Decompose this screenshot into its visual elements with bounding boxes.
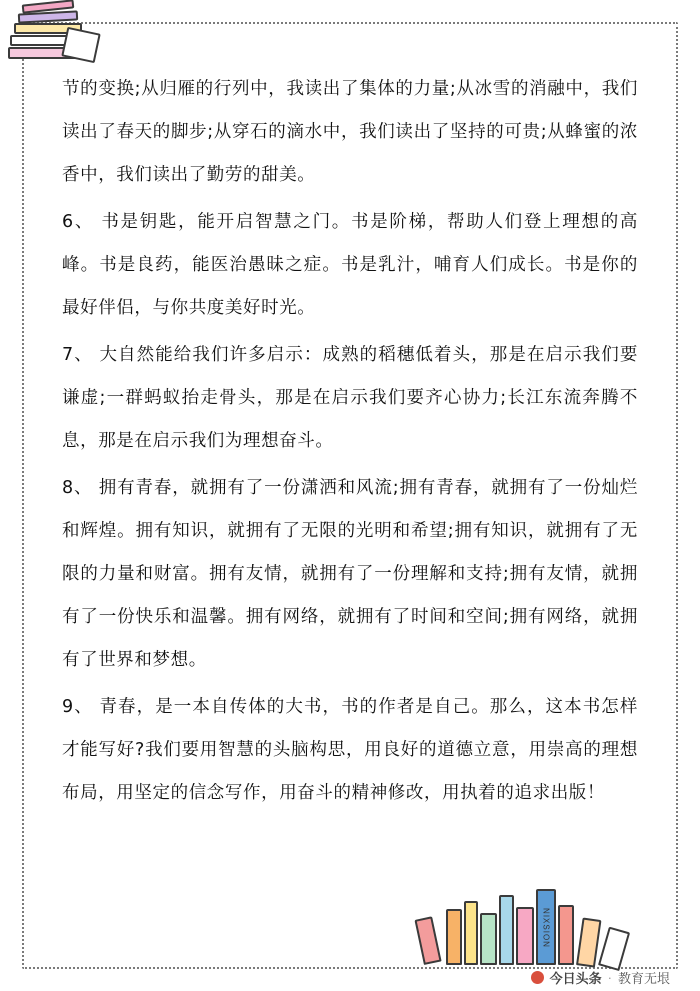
paragraph-8: 8、 拥有青春，就拥有了一份潇洒和风流;拥有青春，就拥有了一份灿烂和辉煌。拥有知识，就拥有了无限的光明和希望;拥有知识，就拥有了无限的力量和财富。拥有友情，就拥有了一份理解和支持;拥有友情，就拥有了一份快乐和温馨。拥有网络，就拥有了时间和空间;拥有网络，就拥有了世界和梦想。 <box>62 478 638 670</box>
watermark-source: 今日头条 <box>549 971 602 986</box>
paragraph-7: 7、 大自然能给我们许多启示：成熟的稻穗低着头，那是在启示我们要谦虚;一群蚂蚁抬走骨头，那是在启示我们要齐心协力;长江东流奔腾不息，那是在启示我们为理想奋斗。 <box>62 345 638 451</box>
watermark <box>531 968 670 987</box>
document-body <box>62 68 638 819</box>
book-spine-label: NIXSION <box>541 908 551 949</box>
paragraph-6: 6、 书是钥匙，能开启智慧之门。书是阶梯，帮助人们登上理想的高峰。书是良药，能医治愚昧之症。书是乳汁，哺育人们成长。书是你的最好伴侣，与你共度美好时光。 <box>62 212 638 318</box>
paragraph-9: 9、 青春，是一本自传体的大书，书的作者是自己。那么，这本书怎样才能写好?我们要用智慧的头脑构思，用良好的道德立意，用崇高的理想布局，用坚定的信念写作，用奋斗的精神修改，用执着的追求出版！ <box>62 697 638 803</box>
book-stack-illustration <box>6 0 126 72</box>
watermark-separator: · <box>607 970 612 985</box>
watermark-handle: 教育无垠 <box>617 971 670 986</box>
paragraph-5-continued: 节的变换;从归雁的行列中，我读出了集体的力量;从冰雪的消融中，我们读出了春天的脚步;从穿石的滴水中，我们读出了坚持的可贵;从蜂蜜的浓香中，我们读出了勤劳的甜美。 <box>62 79 638 185</box>
standing-books-illustration <box>420 873 670 965</box>
toutiao-logo-icon <box>531 971 544 984</box>
